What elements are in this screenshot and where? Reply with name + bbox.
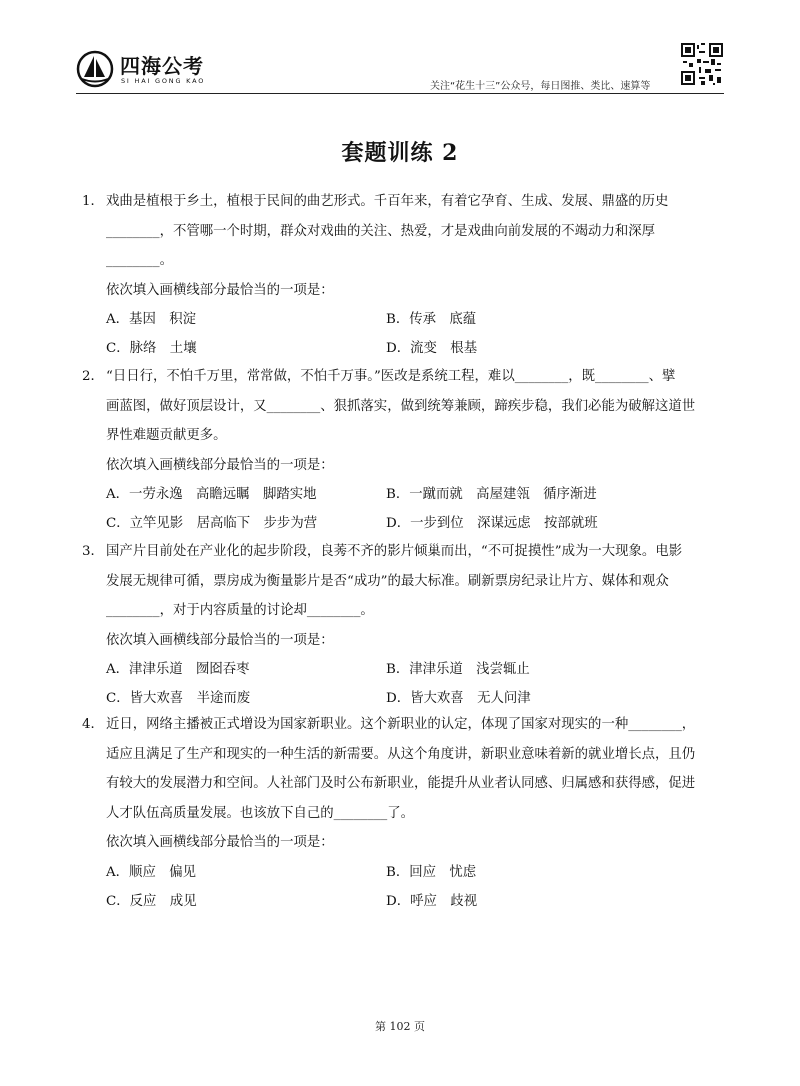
logo-text-cn: 四海公考 bbox=[120, 54, 204, 78]
stem-line: 画蓝图，做好顶层设计，又________、狠抓落实，做到统筹兼顾，蹄疾步稳，我们必能为破解这道世 bbox=[106, 398, 696, 414]
option-a[interactable]: A．津津乐道 囫囵吞枣 bbox=[106, 662, 250, 677]
options-group bbox=[82, 858, 732, 917]
option-c[interactable]: C．脉络 土壤 bbox=[106, 341, 197, 356]
question-stem bbox=[82, 710, 732, 740]
stem-line: 近日，网络主播被正式增设为国家新职业。这个新职业的认定，体现了国家对现实的一种________， bbox=[106, 717, 696, 732]
header-divider bbox=[76, 93, 724, 94]
option-c[interactable]: C．反应 成见 bbox=[106, 893, 197, 909]
question-prompt: 依次填入画横线部分最恰当的一项是： bbox=[106, 282, 334, 298]
option-d[interactable]: D．流变 根基 bbox=[386, 341, 478, 356]
stem-line: ________，对于内容质量的讨论却________。 bbox=[106, 603, 374, 618]
option-b[interactable]: B．一蹴而就 高屋建瓴 循序渐进 bbox=[386, 487, 597, 502]
stem-line: 国产片目前处在产业化的起步阶段，良莠不齐的影片倾巢而出，“不可捉摸性”成为一大现象。电影 bbox=[106, 544, 683, 559]
stem-line: 界性难题贡献更多。 bbox=[106, 428, 227, 443]
question-stem bbox=[82, 537, 732, 567]
question-number: 4． bbox=[82, 717, 104, 732]
stem-line: ________，不管哪一个时期，群众对戏曲的关注、热爱，才是戏曲向前发展的不竭动力和深厚 bbox=[106, 223, 656, 239]
option-b[interactable]: B．津津乐道 浅尝辄止 bbox=[386, 662, 530, 677]
question-number: 1． bbox=[82, 194, 104, 209]
question-prompt: 依次填入画横线部分最恰当的一项是： bbox=[106, 835, 334, 850]
page-number: 第 102 页 bbox=[375, 1020, 425, 1033]
stem-line: “日日行，不怕千万里，常常做，不怕千万事。”医改是系统工程，难以________，既________、擘 bbox=[106, 369, 676, 384]
stem-line: 戏曲是植根于乡土，植根于民间的曲艺形式。千百年来，有着它孕育、生成、发展、鼎盛的历史 bbox=[106, 194, 669, 209]
question-number: 3． bbox=[82, 544, 104, 559]
stem-line: 人才队伍高质量发展。也该放下自己的________了。 bbox=[106, 805, 414, 821]
option-a[interactable]: A．一劳永逸 高瞻远瞩 脚踏实地 bbox=[106, 487, 317, 502]
sailboat-logo-icon bbox=[76, 50, 114, 88]
question-number: 2． bbox=[82, 369, 104, 384]
option-c[interactable]: C．立竿见影 居高临下 步步为营 bbox=[106, 516, 318, 531]
option-a[interactable]: A．顺应 偏见 bbox=[106, 864, 197, 880]
stem-line: 有较大的发展潜力和空间。人社部门及时公布新职业，能提升从业者认同感、归属感和获得感，促进 bbox=[106, 776, 696, 791]
option-d[interactable]: D．皆大欢喜 无人问津 bbox=[386, 691, 531, 706]
question-prompt: 依次填入画横线部分最恰当的一项是： bbox=[106, 457, 334, 473]
options-group bbox=[82, 305, 732, 364]
brand-logo bbox=[76, 50, 236, 92]
question-stem bbox=[82, 187, 732, 217]
option-b[interactable]: B．回应 忧虑 bbox=[386, 864, 477, 880]
options-group bbox=[82, 480, 732, 539]
option-a[interactable]: A．基因 积淀 bbox=[106, 312, 197, 327]
stem-line: 发展无规律可循，票房成为衡量影片是否“成功”的最大标准。刷新票房纪录让片方、媒体和观众 bbox=[106, 573, 669, 589]
question-3 bbox=[82, 537, 732, 714]
option-c[interactable]: C．皆大欢喜 半途而废 bbox=[106, 691, 251, 706]
option-d[interactable]: D．呼应 歧视 bbox=[386, 893, 478, 909]
qr-code-icon bbox=[681, 43, 723, 85]
stem-line: 适应且满足了生产和现实的一种生活的新需要。从这个角度讲，新职业意味着新的就业增长点，且仍 bbox=[106, 746, 696, 762]
question-4 bbox=[82, 710, 732, 917]
logo-text-en: SI HAI GONG KAO bbox=[121, 77, 206, 85]
option-b[interactable]: B．传承 底蕴 bbox=[386, 312, 477, 327]
question-2 bbox=[82, 362, 732, 539]
question-prompt: 依次填入画横线部分最恰当的一项是： bbox=[106, 632, 334, 648]
stem-line: ________。 bbox=[106, 253, 173, 268]
question-stem bbox=[82, 362, 732, 392]
header-note: 关注“花生十三”公众号，每日图推、类比、速算等 bbox=[430, 81, 651, 92]
option-d[interactable]: D．一步到位 深谋远虑 按部就班 bbox=[386, 516, 598, 531]
options-group bbox=[82, 655, 732, 714]
page-title: 套题训练 2 bbox=[341, 140, 459, 166]
page-header bbox=[0, 0, 800, 100]
question-1 bbox=[82, 187, 732, 364]
